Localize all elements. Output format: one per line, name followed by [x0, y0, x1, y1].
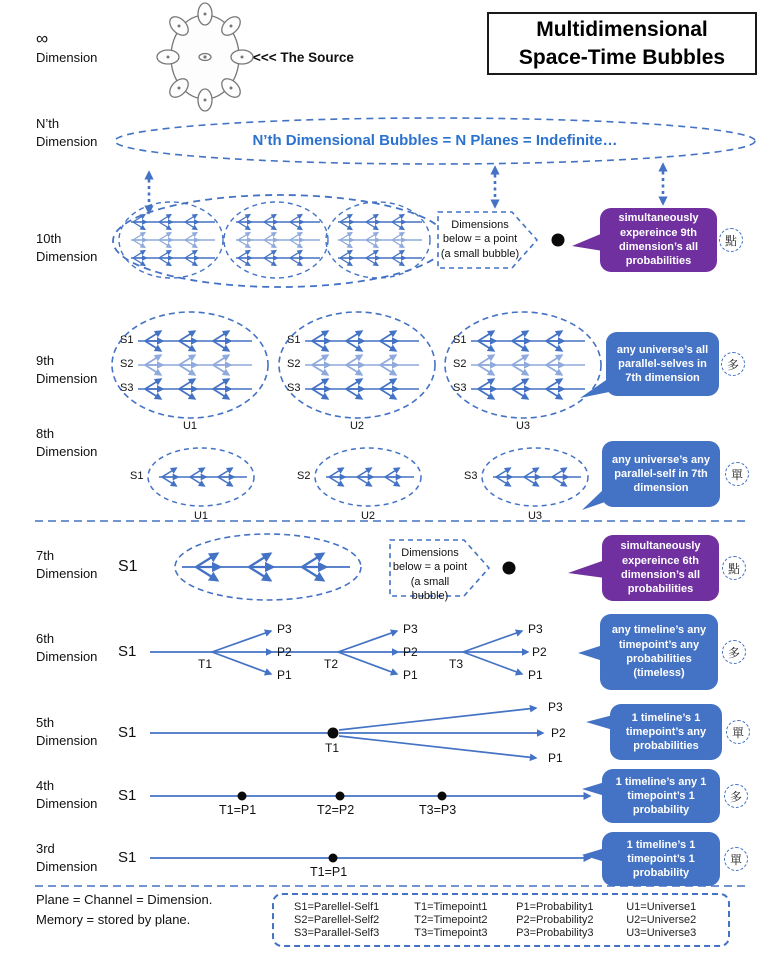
legend-entry: U2=Universe2 — [626, 914, 697, 926]
callout-6th: any timeline’s any timepoint’s any probabilities (timeless) — [600, 614, 718, 690]
self-label: S1 — [130, 470, 144, 482]
self-label: S1 — [287, 334, 301, 346]
dim-label-8th-line2: Dimension — [36, 443, 98, 459]
universe-label: U2 — [360, 510, 376, 522]
universe-label: U2 — [349, 420, 365, 432]
note-box-7th — [392, 546, 468, 603]
legend-entry: T1=Timepoint1 — [414, 901, 488, 913]
seal-point-icon-7th: 點 — [722, 556, 746, 580]
universe-label: U1 — [193, 510, 209, 522]
self-label: S1 — [453, 334, 467, 346]
seal-many-icon-4th: 多 — [724, 784, 748, 808]
source-icon — [157, 3, 253, 111]
note-box-7th-line1: Dimensions — [401, 547, 459, 559]
universe-label: U3 — [527, 510, 543, 522]
dim-label-6th — [36, 630, 97, 665]
nth-bubble-caption: N’th Dimensional Bubbles = N Planes = Indefinite… — [252, 132, 618, 149]
note-box-10th-line1: Dimensions — [451, 219, 509, 231]
self-label: S3 — [453, 382, 467, 394]
self-label: S2 — [287, 358, 301, 370]
seal-single-icon-5th: 單 — [726, 720, 750, 744]
legend-entry: U3=Universe3 — [626, 927, 697, 939]
self-label: S1 — [118, 643, 137, 660]
dim-label-3rd-line2: Dimension — [36, 858, 98, 874]
timepoint-probability-label: T3=P3 — [419, 803, 457, 817]
legend-entry: S1=Parellel-Self1 — [294, 901, 380, 913]
dim-label-8th — [36, 425, 97, 460]
note-box-10th-line3: (a small bubble) — [440, 247, 520, 260]
dim-label-3rd — [36, 840, 97, 875]
legend-entry: P3=Probability3 — [516, 927, 594, 939]
self-label: S2 — [453, 358, 467, 370]
dim-label-nth-line2: Dimension — [36, 133, 98, 149]
d9-timeline-rows — [138, 331, 585, 399]
plane-note-line1: Plane = Channel = Dimension. — [36, 892, 213, 907]
timepoint-probability-label: T1=P1 — [310, 865, 348, 879]
note-box-10th-line2: below = a point — [442, 233, 518, 246]
legend-entry: S2=Parellel-Self2 — [294, 914, 380, 926]
universe-label: U3 — [515, 420, 531, 432]
probability-label: P1 — [403, 668, 418, 682]
probability-label: P2 — [551, 726, 566, 740]
self-label: S1 — [118, 787, 137, 804]
timepoint-probability-label: T1=P1 — [219, 803, 257, 817]
page-title-line2: Space-Time Bubbles — [518, 45, 726, 69]
dim-label-7th-line1: 7th — [36, 548, 55, 563]
dim-label-4th — [36, 777, 97, 812]
page-title-line1: Multidimensional — [536, 18, 708, 42]
callout-7th: simultaneously expereince 6th dimension’s all probabilities — [602, 535, 719, 601]
note-box-7th-line2: below = a point — [392, 561, 468, 574]
dim-label-infinity-line2: Dimension — [36, 49, 98, 65]
self-label: S3 — [120, 382, 134, 394]
d10-timeline-rows — [131, 215, 422, 266]
probability-label: P2 — [403, 645, 418, 659]
seal-point-icon-10th: 點 — [719, 228, 743, 252]
timepoint-label: T1 — [325, 741, 340, 755]
plane-note-line2: Memory = stored by plane. — [36, 912, 191, 927]
probability-label: P3 — [277, 622, 292, 636]
self-label: S2 — [297, 470, 311, 482]
timepoint-label: T1 — [198, 657, 213, 671]
legend-entry: P2=Probability2 — [516, 914, 594, 926]
d5-branching-lines — [150, 708, 543, 758]
dim-label-10th-line1: 10th — [36, 231, 62, 246]
seal-many-icon-6th: 多 — [722, 640, 746, 664]
probability-label: P1 — [548, 751, 563, 765]
seal-many-icon-9th: 多 — [721, 352, 745, 376]
dim-label-9th-line2: Dimension — [36, 370, 98, 386]
dim-label-5th-line1: 5th — [36, 715, 55, 730]
note-box-10th — [440, 218, 520, 261]
self-label: S1 — [120, 334, 134, 346]
probability-label: P1 — [528, 668, 543, 682]
callout-9th: any universe’s all parallel-selves in 7th dimension — [606, 332, 719, 396]
probability-label: P3 — [548, 700, 563, 714]
dim-label-6th-line2: Dimension — [36, 648, 98, 664]
self-label: S3 — [464, 470, 478, 482]
callout-10th: simultaneously expereince 9th dimension’s all probabilities — [600, 208, 717, 272]
seal-single-icon-3rd: 單 — [724, 847, 748, 871]
callout-5th: 1 timeline’s 1 timepoint’s any probabilities — [610, 704, 722, 760]
dim-label-nth — [36, 115, 97, 150]
note-box-shapes — [390, 212, 537, 596]
legend-box — [272, 893, 730, 947]
dim-label-5th-line2: Dimension — [36, 732, 98, 748]
self-label: S1 — [118, 724, 137, 741]
callout-3rd: 1 timeline’s 1 timepoint’s 1 probability — [602, 832, 720, 886]
source-caption: <<< The Source — [253, 50, 354, 65]
legend-entry: P1=Probability1 — [516, 901, 594, 913]
dim-label-10th-line2: Dimension — [36, 248, 98, 264]
d7-timeline-row — [182, 554, 350, 581]
legend-entry: T2=Timepoint2 — [414, 914, 488, 926]
callout-8th: any universe’s any parallel-self in 7th dimension — [602, 441, 720, 507]
dim-label-4th-line2: Dimension — [36, 795, 98, 811]
dim-label-10th — [36, 230, 97, 265]
dim-label-9th — [36, 352, 97, 387]
self-label: S2 — [120, 358, 134, 370]
self-label: S3 — [287, 382, 301, 394]
timepoint-probability-label: T2=P2 — [317, 803, 355, 817]
dim-label-8th-line1: 8th — [36, 426, 55, 441]
probability-label: P3 — [528, 622, 543, 636]
infinity-symbol: ∞ — [36, 29, 49, 48]
note-box-7th-line3: (a small bubble) — [410, 575, 450, 602]
legend-entry: T3=Timepoint3 — [414, 927, 488, 939]
dim-label-7th — [36, 547, 97, 582]
callout-4th: 1 timeline’s any 1 timepoint’s 1 probability — [602, 769, 720, 823]
timepoint-label: T2 — [324, 657, 339, 671]
seal-single-icon-8th: 單 — [725, 462, 749, 486]
probability-label: P3 — [403, 622, 418, 636]
dim-label-9th-line1: 9th — [36, 353, 55, 368]
dim-label-6th-line1: 6th — [36, 631, 55, 646]
legend-entry: U1=Universe1 — [626, 901, 697, 913]
dashed-double-arrows — [149, 165, 663, 212]
probability-label: P1 — [277, 668, 292, 682]
dim-label-3rd-line1: 3rd — [36, 841, 55, 856]
timepoint-label: T3 — [449, 657, 464, 671]
universe-label: U1 — [182, 420, 198, 432]
dim-label-nth-line1: N’th — [36, 116, 60, 131]
probability-label: P2 — [277, 645, 292, 659]
dim-label-7th-line2: Dimension — [36, 565, 98, 581]
probability-label: P2 — [532, 645, 547, 659]
d8-timeline-rows — [159, 468, 581, 486]
self-label: S1 — [118, 849, 137, 866]
d4-d3-timelines — [150, 796, 590, 858]
dim-label-4th-line1: 4th — [36, 778, 55, 793]
page-title — [487, 12, 757, 75]
legend-entry: S3=Parallel-Self3 — [294, 927, 380, 939]
dim-label-5th — [36, 714, 97, 749]
dim-label-infinity — [36, 30, 97, 66]
self-label: S1 — [118, 558, 138, 575]
